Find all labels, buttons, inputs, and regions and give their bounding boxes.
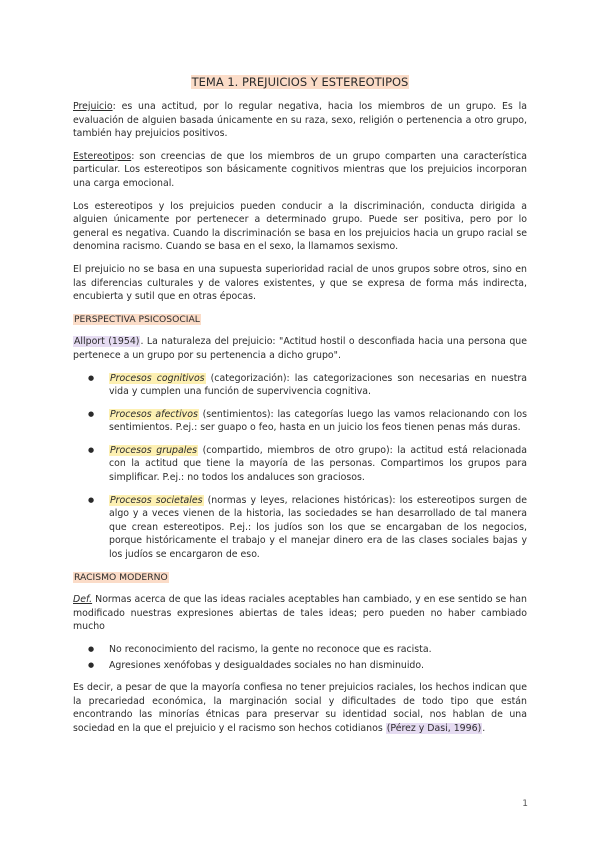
page-title xyxy=(73,74,527,90)
estereotipos-paragraph xyxy=(73,150,527,191)
allport-definition: . La naturaleza del prejuicio: "Actitud hostil o desconfiada hacia una persona que pertenece a un grupo por su pertenencia a dicho grupo". xyxy=(73,336,527,361)
racismo-heading-text: RACISMO MODERNO xyxy=(74,571,168,583)
prejuicio-paragraph xyxy=(73,100,527,141)
estereotipos-term: Estereotipos xyxy=(73,150,132,162)
prejuicio-definition: : es una actitud, por lo regular negativa, hacia los miembros de un grupo. Es la evaluación de alguien basada únicamente en su raza, sexo, religión o pertenencia a otro grupo, también hay prejuicios positivos. xyxy=(73,101,527,140)
allport-paragraph xyxy=(73,335,527,362)
list-item xyxy=(109,444,527,485)
page-number: 1 xyxy=(522,799,528,809)
list-item xyxy=(109,372,527,399)
allport-reference: Allport (1954) xyxy=(74,336,140,348)
racismo-closing-paragraph xyxy=(73,681,527,735)
psicosocial-heading xyxy=(73,313,527,327)
proceso-description: (normas y leyes, relaciones históricas): los estereotipos surgen de algo y a veces vienen de la historia, las sociedades se han desarrollado de tal manera que crean estereotipos. P.ej.: los judíos son los que se encargaban de los negocios, porque históricamente el trabajo y el manejar dinero era de las clases sociales bajas y los judíos se encargaron de eso. xyxy=(109,494,527,561)
racismo-list xyxy=(73,643,527,672)
proceso-term: Procesos cognitivos xyxy=(110,372,205,384)
racismo-definition: Normas acerca de que las ideas raciales aceptables han cambiado, y en ese sentido se han modificado nuestras expresiones abiertas de tales ideas; pero pueden no haber cambiado mucho xyxy=(73,594,527,633)
estereotipos-definition: : son creencias de que los miembros de un grupo comparten una característica particular. Los estereotipos son básicamente cognitivos mientras que los prejuicios incorporan una carga emocional. xyxy=(73,150,527,189)
prejuicio-term: Prejuicio xyxy=(73,101,113,112)
prejuicio-cultural-paragraph: El prejuicio no se basa en una supuesta superioridad racial de unos grupos sobre otros, sino en las diferencias culturales y de valores existentes, y que se expresa de forma más indirecta, encubierta y sutil que en otras épocas. xyxy=(73,263,527,303)
proceso-term: Procesos societales xyxy=(110,494,203,506)
list-item xyxy=(109,408,527,435)
list-item: ● Agresiones xenófobas y desigualdades sociales no han disminuido. xyxy=(109,659,527,673)
list-item xyxy=(109,494,527,562)
proceso-description: (categorización): las categorizaciones son necesarias en nuestra vida y cumplen una función de supervivencia cognitiva. xyxy=(109,372,527,398)
list-item: ● No reconocimiento del racismo, la gente no reconoce que es racista. xyxy=(109,643,527,657)
racismo-definition-paragraph xyxy=(73,593,527,634)
procesos-list xyxy=(73,372,527,562)
perez-dasi-reference: (Pérez y Dasi, 1996) xyxy=(386,722,482,734)
page-content xyxy=(73,74,527,745)
page-title-text: TEMA 1. PREJUICIOS Y ESTEREOTIPOS xyxy=(191,75,409,89)
racismo-closing-text: Es decir, a pesar de que la mayoría confiesa no tener prejuicios raciales, los hechos indican que la precariedad económica, la marginación social y dificultades de todo tipo que están encontrando las minorías étnicas para preservar su identidad social, nos hablan de una sociedad en la que el prejuicio y el racismo son hechos cotidianos xyxy=(73,682,527,734)
def-term: Def. xyxy=(73,594,93,606)
proceso-description: (sentimientos): las categorías luego las vamos relacionando con los sentimientos. P.ej.: ser guapo o feo, hasta en un juicio los feos tienen penas más duras. xyxy=(109,408,527,434)
psicosocial-heading-text: PERSPECTIVA PSICOSOCIAL xyxy=(74,313,200,325)
discriminacion-paragraph: Los estereotipos y los prejuicios pueden conducir a la discriminación, conducta dirigida a alguien únicamente por pertenecer a determinado grupo. Puede ser positiva, pero por lo general es negativa. Cuando la discriminación se basa en los prejuicios hacia un grupo racial se denomina racismo. Cuando se basa en el sexo, la llamamos sexismo. xyxy=(73,200,527,253)
proceso-term: Procesos grupales xyxy=(110,444,197,456)
proceso-term: Procesos afectivos xyxy=(110,408,198,420)
racismo-heading xyxy=(73,571,527,585)
proceso-description: (compartido, miembros de otro grupo): la actitud está relacionada con la actitud que tiene la mayoría de las personas. Compartimos los grupos para simplificar. P.ej.: no todos los andaluces son graciosos. xyxy=(109,444,527,484)
closing-period: . xyxy=(482,722,486,734)
